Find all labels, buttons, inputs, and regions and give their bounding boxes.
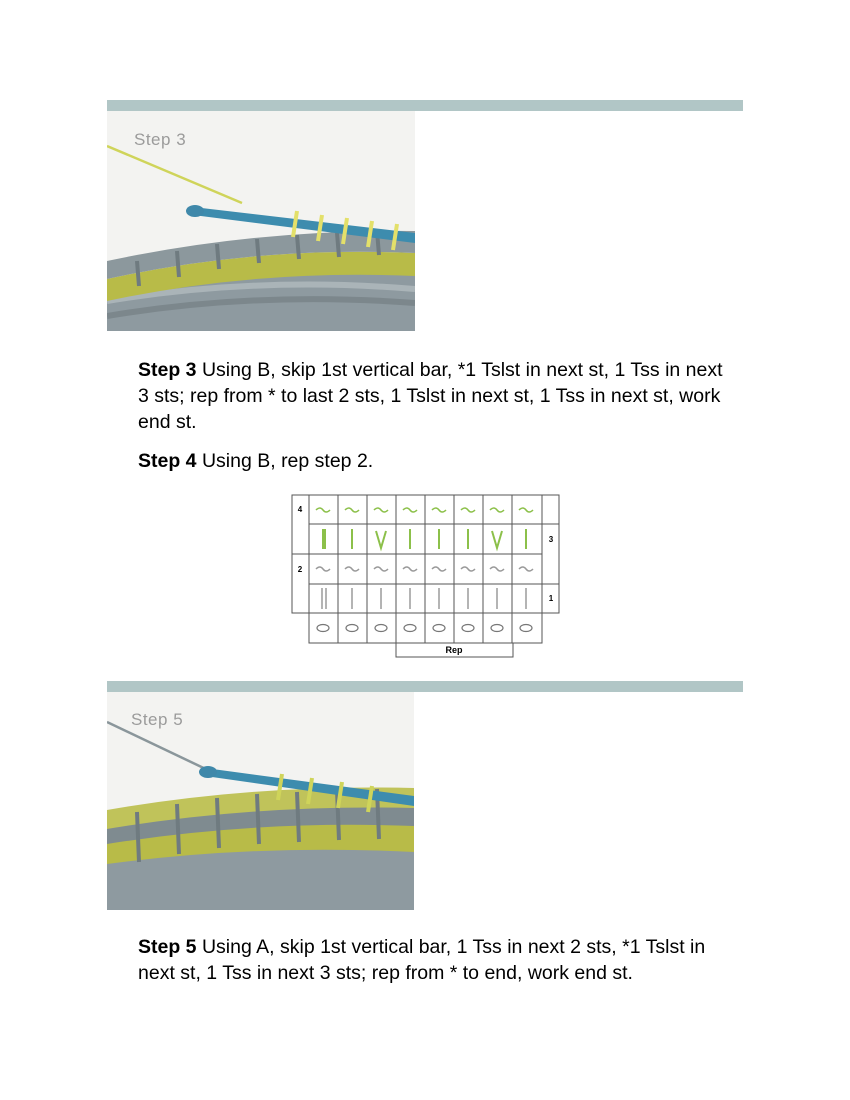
step-5-instructions (138, 934, 738, 986)
rep-label: Rep (445, 645, 463, 655)
row-number-1: 1 (548, 594, 554, 603)
step-text: Using B, skip 1st vertical bar, *1 Tslst in next st, 1 Tss in next 3 sts; rep from * to last 2 sts, 1 Tslst in next st, 1 Tss in next st, work end st. (138, 359, 723, 433)
row-number-3: 3 (548, 535, 554, 544)
row-number-2: 2 (297, 565, 303, 574)
step-text: Using B, rep step 2. (201, 450, 374, 472)
photo-label: Step 3 (134, 130, 187, 149)
stitch-chart (290, 493, 562, 659)
section-divider (107, 100, 743, 111)
step-3-photo (107, 111, 415, 331)
step-4-instructions (138, 448, 738, 474)
section-divider (107, 681, 743, 692)
stitch-chart-grid (290, 493, 562, 659)
step-title: Step 5 (138, 936, 197, 958)
step-title: Step 3 (138, 359, 197, 381)
step-3-instructions (138, 357, 738, 435)
photo-label: Step 5 (131, 710, 184, 729)
step-text: Using A, skip 1st vertical bar, 1 Tss in next 2 sts, *1 Tslst in next st, 1 Tss in next 3 sts; rep from * to end, work end st. (138, 936, 706, 984)
step-5-photo (107, 692, 414, 910)
step-title: Step 4 (138, 450, 197, 472)
row-number-4: 4 (297, 505, 303, 514)
